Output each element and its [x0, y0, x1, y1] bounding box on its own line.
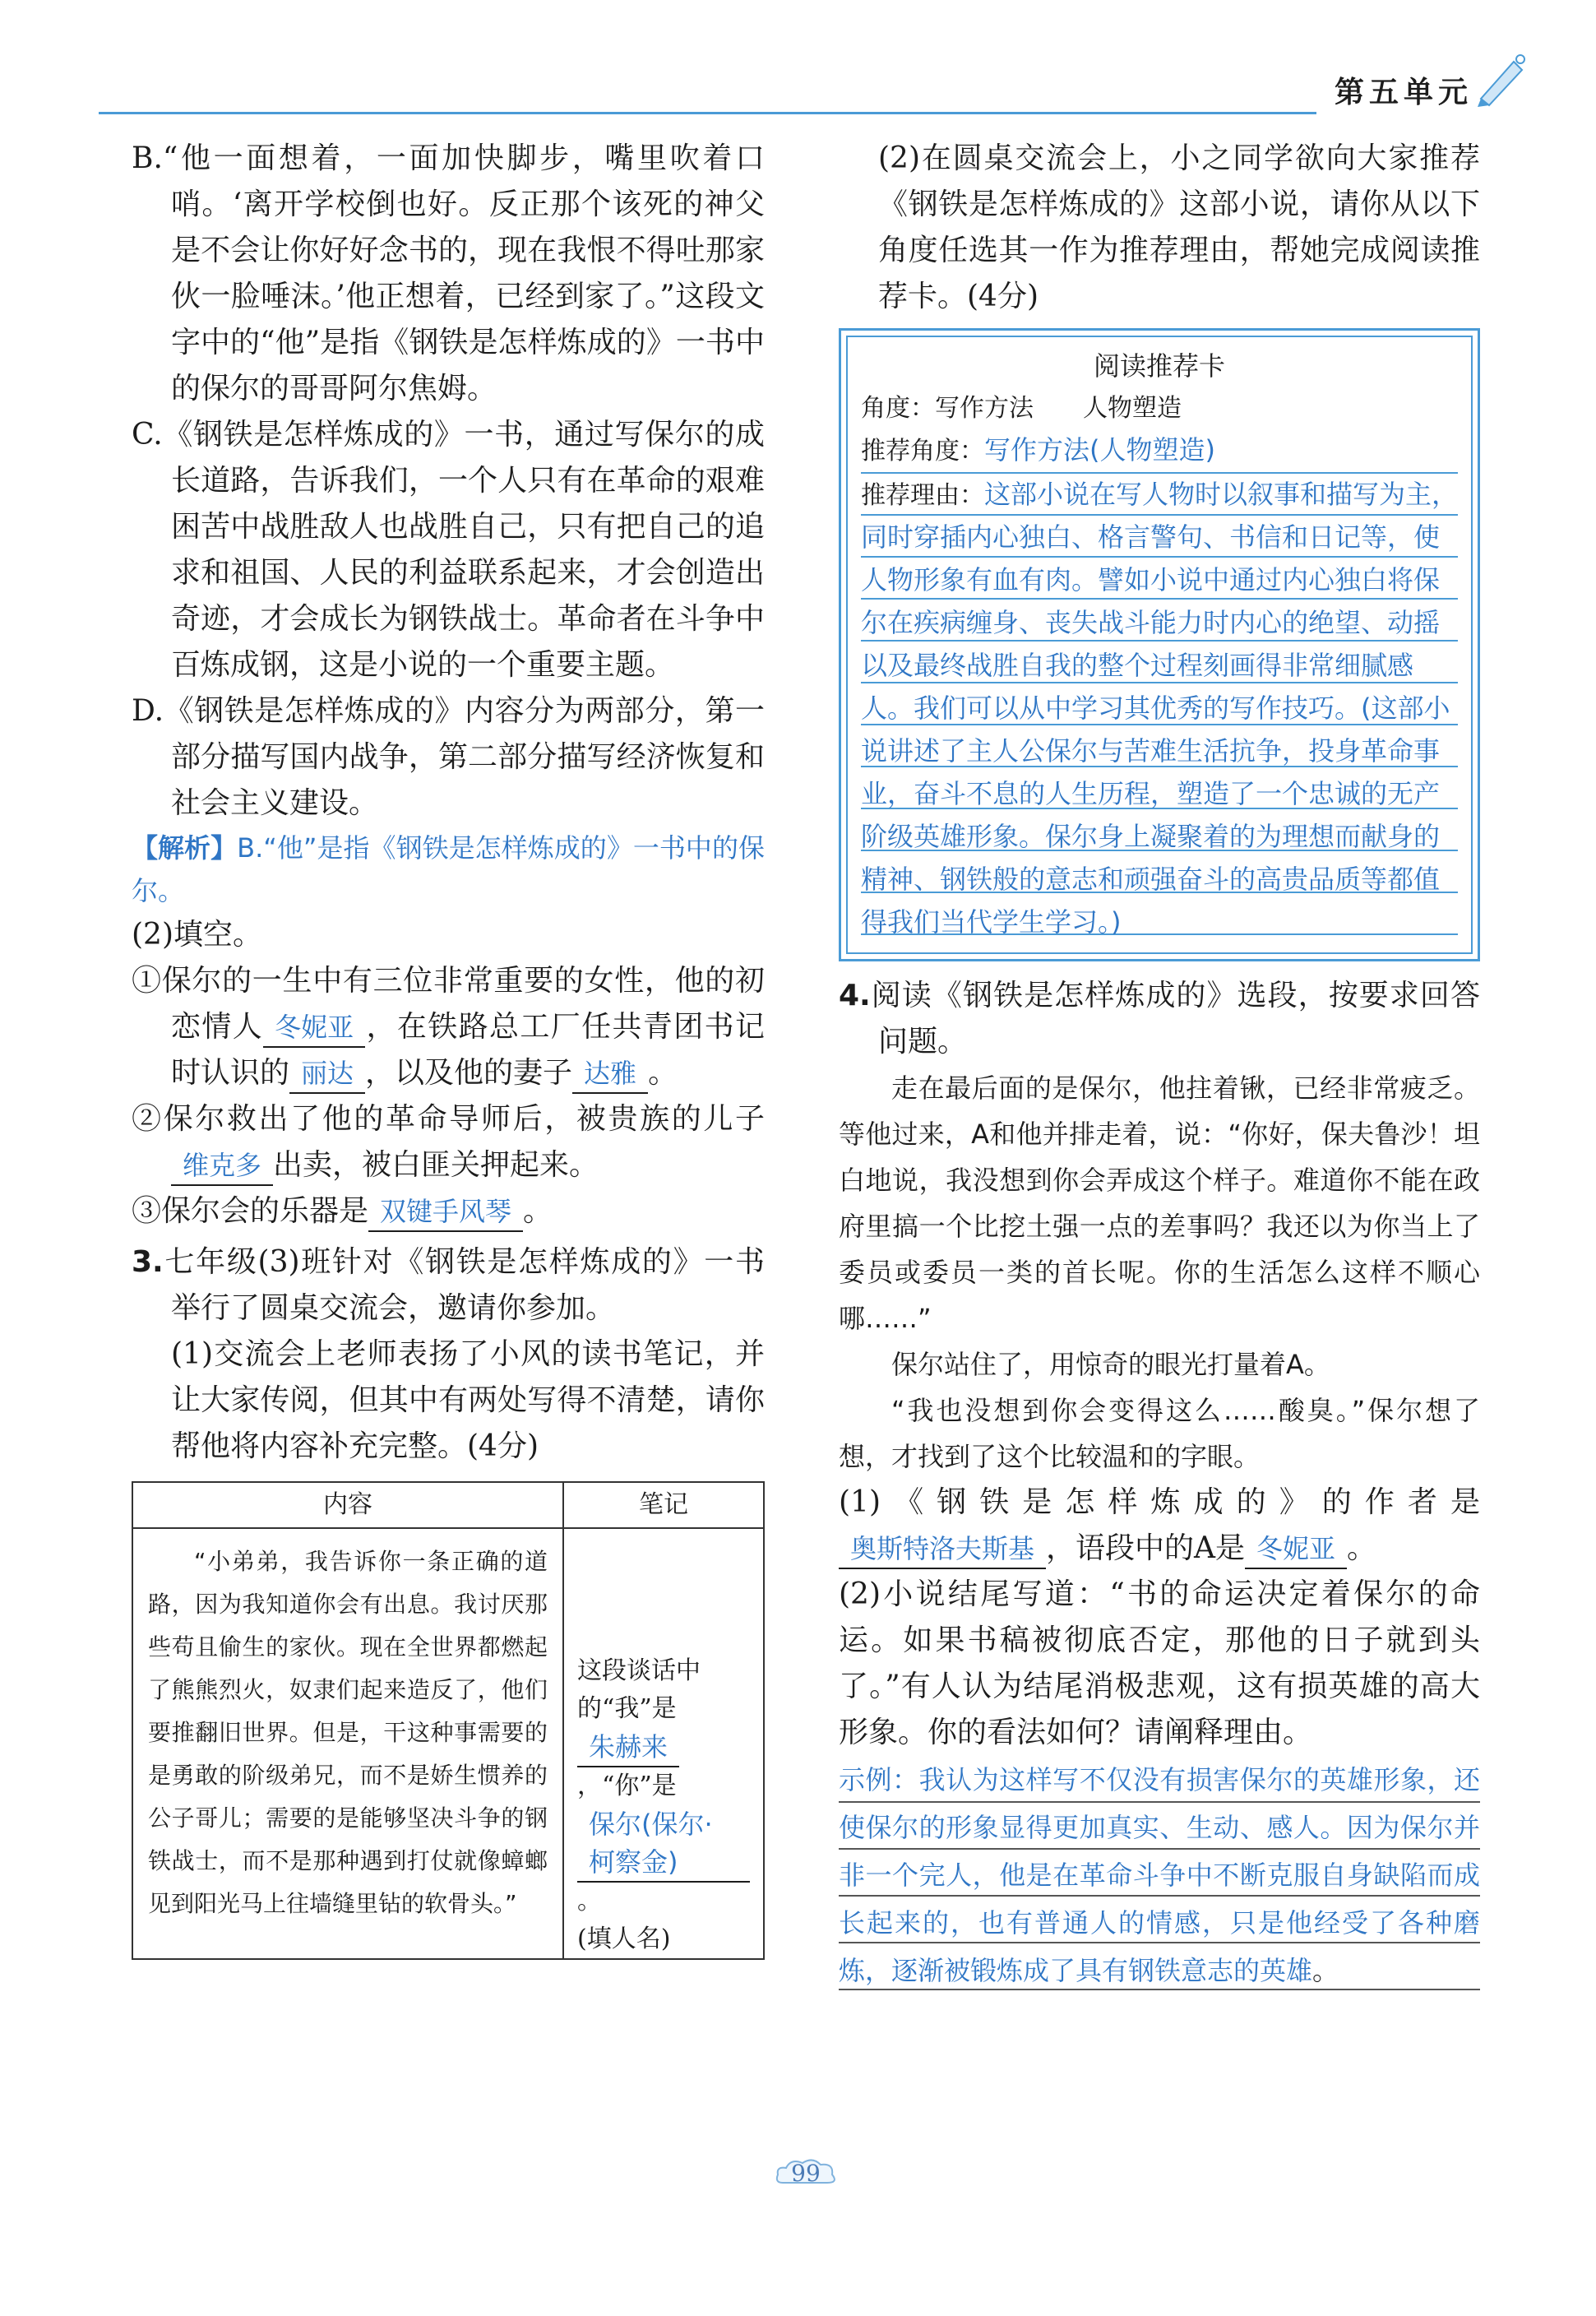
fill-item-1: ①保尔的一生中有三位非常重要的女性，他的初恋情人 冬妮亚 ，在铁路总工厂任共青团书记时认识的 丽达 ，以及他的妻子 达雅 。 [132, 958, 765, 1096]
table-header-content: 内容 [132, 1482, 563, 1528]
option-b: B.“他一面想着，一面加快脚步，嘴里吹着口哨。‘离开学校倒也好。反正那个该死的神父是不会让你好好念书的，现在我恨不得吐那家伙一脸唾沫。’他正想着，已经到家了。”这段文字中的“他”是指《钢铁是怎样炼成的》一书中的保尔的哥哥阿尔焦姆。 [132, 141, 765, 405]
table-content-cell: “小弟弟，我告诉你一条正确的道路，因为我知道你会有出息。我讨厌那些苟且偷生的家伙。现在全世界都燃起了熊熊烈火，奴隶们起来造反了，他们要推翻旧世界。但是，干这种事需要的是勇敢的阶级弟兄，而不是娇生惯养的公子哥儿；需要的是能够坚决斗争的钢铁战士，而不是那种遇到打仗就像蟑螂见到阳光马上往墙缝里钻的软骨头。” [132, 1528, 563, 1959]
answer-blank: 丽达 [289, 1054, 365, 1094]
notes-table [132, 1481, 765, 1960]
fill-item-3: ③保尔会的乐器是 双键手风琴 。 [132, 1188, 765, 1234]
question-3-2: (2)在圆桌交流会上，小之同学欲向大家推荐《钢铁是怎样炼成的》这部小说，请你从以下角度任选其一作为推荐理由，帮她完成阅读推荐卡。(4分) [878, 141, 1480, 313]
question-3: 3.七年级(3)班针对《钢铁是怎样炼成的》一书举行了圆桌交流会，邀请你参加。 [132, 1245, 765, 1325]
table-note-cell: 这段谈话中的“我”是朱赫来，“你”是保尔(保尔·柯察金)。 (填人名) [563, 1528, 764, 1959]
card-title: 阅读推荐卡 [1093, 350, 1225, 382]
fill-title: (2)填空。 [132, 918, 262, 952]
answer-blank: 朱赫来 [577, 1728, 679, 1767]
question-4-2-answer: 示例：我认为这样写不仅没有损害保尔的英雄形象，还使保尔的形象显得更加真实、生动、感人。因为保尔并非一个完人，他是在革命斗争中不断克服自身缺陷而成长起来的，也有普通人的情感，只是他经受了各种磨炼，逐渐被锻炼成了具有钢铁意志的英雄。 [839, 1756, 1480, 1994]
passage-paragraph-1: 走在最后面的是保尔，他拄着锹，已经非常疲乏。等他过来，A和他并排走着，说：“你好，保夫鲁沙！坦白地说，我没想到你会弄成这个样子。难道你不能在政府里搞一个比挖土强一点的差事吗？我还以为你当上了委员或委员一类的首长呢。你的生活怎么这样不顺心哪……” [839, 1072, 1480, 1334]
answer-blank: 维克多 [171, 1146, 273, 1186]
question-4: 4.阅读《钢铁是怎样炼成的》选段，按要求回答问题。 [839, 979, 1480, 1058]
analysis [132, 827, 765, 912]
fill-item-2: ②保尔救出了他的革命导师后，被贵族的儿子维克多 出卖，被白匪关押起来。 [132, 1096, 765, 1188]
answer-blank: 双键手风琴 [368, 1193, 523, 1232]
table-header-note: 笔记 [563, 1482, 764, 1528]
analysis-tag: 【解析】 [132, 832, 238, 864]
card-angle-answer: 写作方法(人物塑造) [984, 434, 1215, 466]
question-4-2: (2)小说结尾写道：“书的命运决定着保尔的命运。如果书稿被彻底否定，那他的日子就到头了。”有人认为结尾消极悲观，这有损英雄的高大形象。你的看法如何？请阐释理由。 [839, 1577, 1480, 1749]
question-3-1: (1)交流会上老师表扬了小风的读书笔记，并让大家传阅，但其中有两处写得不清楚，请你帮他将内容补充完整。(4分) [171, 1337, 765, 1463]
card-reason-row: 推荐理由：这部小说在写人物时以叙事和描写为主，同时穿插内心独白、格言警句、书信和日记等，使人物形象有血有肉。譬如小说中通过内心独白将保尔在疾病缠身、丧失战斗能力时内心的绝望、动摇以及最终战胜自我的整个过程刻画得非常细腻感人。我们可以从中学习其优秀的写作技巧。(这部小说讲述了主人公保尔与苦难生活抗争，投身革命事业，奋斗不息的人生历程，塑造了一个忠诚的无产阶级英雄形象。保尔身上凝聚着的为理想而献身的精神、钢铁般的意志和顽强奋斗的高贵品质等都值得我们当代学生学习。) [861, 474, 1458, 944]
answer-blank: 冬妮亚 [263, 1008, 365, 1048]
left-column [132, 136, 765, 1960]
right-column [839, 136, 1480, 1994]
option-d: D.《钢铁是怎样炼成的》内容分为两部分，第一部分描写国内战争，第二部分描写经济恢复和社会主义建设。 [132, 694, 765, 820]
analysis-text: B.“他”是指《钢铁是怎样炼成的》一书中的保尔。 [132, 832, 765, 906]
page-number: 99 [773, 2155, 839, 2191]
pencil-icon [1473, 49, 1530, 107]
question-number: 4. [839, 979, 871, 1012]
question-number: 3. [132, 1245, 164, 1279]
page-header [99, 66, 1473, 115]
reading-recommendation-card [839, 328, 1480, 961]
unit-title: 第五单元 [1334, 75, 1473, 109]
question-4-1: (1)《钢铁是怎样炼成的》的作者是奥斯特洛夫斯基 ，语段中的A是 冬妮亚 。 [839, 1480, 1480, 1572]
card-angles: 角度：写作方法 人物塑造 [861, 394, 1182, 423]
answer-blank: 奥斯特洛夫斯基 [839, 1530, 1046, 1569]
card-angle-row: 推荐角度：写作方法(人物塑造) [861, 429, 1458, 474]
answer-blank: 达雅 [572, 1054, 648, 1094]
card-reason-answer: 这部小说在写人物时以叙事和描写为主，同时穿插内心独白、格言警句、书信和日记等，使人物形象有血有肉。譬如小说中通过内心独白将保尔在疾病缠身、丧失战斗能力时内心的绝望、动摇以及最终战胜自我的整个过程刻画得非常细腻感人。我们可以从中学习其优秀的写作技巧。(这部小说讲述了主人公保尔与苦难生活抗争，投身革命事业，奋斗不息的人生历程，塑造了一个忠诚的无产阶级英雄形象。保尔身上凝聚着的为理想而献身的精神、钢铁般的意志和顽强奋斗的高贵品质等都值得我们当代学生学习。) [861, 479, 1459, 938]
option-c: C.《钢铁是怎样炼成的》一书，通过写保尔的成长道路，告诉我们，一个人只有在革命的艰难困苦中战胜敌人也战胜自己，只有把自己的追求和祖国、人民的利益联系起来，才会创造出奇迹，才会成长为钢铁战士。革命者在斗争中百炼成钢，这是小说的一个重要主题。 [132, 418, 765, 682]
passage-paragraph-3: “我也没想到你会变得这么……酸臭。”保尔想了想，才找到了这个比较温和的字眼。 [839, 1395, 1480, 1472]
passage-paragraph-2: 保尔站住了，用惊奇的眼光打量着A。 [891, 1349, 1330, 1380]
answer-blank: 保尔(保尔·柯察金) [577, 1805, 750, 1883]
header-rule [99, 112, 1316, 114]
answer-blank: 冬妮亚 [1245, 1530, 1347, 1569]
